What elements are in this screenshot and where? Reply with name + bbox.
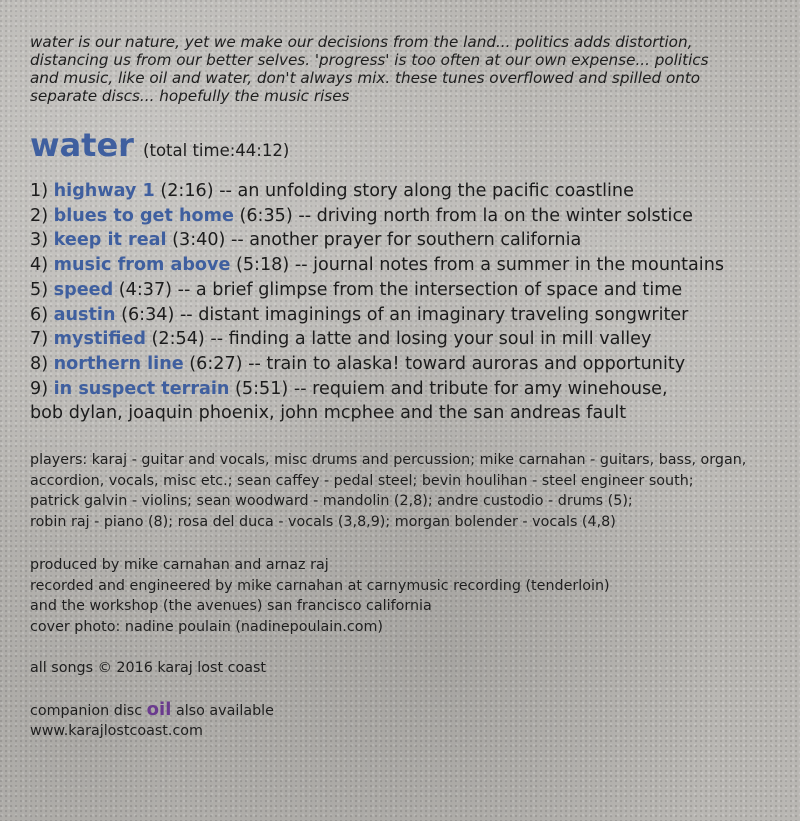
- credits-line-4: cover photo: nadine poulain (nadinepoulain.com): [30, 618, 383, 635]
- track-item-6: 6) austin (6:34) -- distant imaginings of an imaginary traveling songwriter: [30, 304, 689, 325]
- track-item-8: 8) northern line (6:27) -- train to alaska! toward auroras and opportunity: [30, 353, 686, 374]
- track-title: blues to get home: [53, 205, 234, 226]
- track-time: (2:16): [160, 181, 214, 201]
- album-title: water: [30, 126, 134, 164]
- intro-paragraph: [30, 33, 790, 105]
- players-credits: [30, 450, 790, 532]
- track-item-3: 3) keep it real (3:40) -- another prayer for southern california: [30, 230, 582, 251]
- track-description: -- requiem and tribute for amy winehouse,: [293, 378, 668, 399]
- companion-suffix: also available: [175, 702, 274, 719]
- track-item-7: 7) mystified (2:54) -- finding a latte and losing your soul in mill valley: [30, 329, 652, 350]
- track-description: -- a brief glimpse from the intersection of space and time: [177, 279, 683, 300]
- players-line-3: patrick galvin - violins; sean woodward - mandolin (2,8); andre custodio - drums (5);: [30, 493, 633, 510]
- players-line-1: players: karaj - guitar and vocals, misc drums and percussion; mike carnahan - guitars, bass, organ,: [30, 452, 747, 469]
- companion-disc-title: oil: [146, 698, 172, 720]
- companion-prefix: companion disc: [30, 702, 143, 719]
- track-item-9-continued: [30, 401, 790, 426]
- track-time: (6:27): [189, 353, 243, 374]
- intro-line-4: separate discs... hopefully the music rises: [30, 87, 350, 105]
- credits-line-3: and the workshop (the avenues) san francisco california: [30, 598, 432, 615]
- track-title: austin: [53, 304, 116, 325]
- track-time: (5:51): [235, 378, 289, 399]
- track-list: [30, 179, 790, 426]
- companion-line: [30, 700, 790, 722]
- track-title: music from above: [53, 255, 231, 276]
- credits-line-2: recorded and engineered by mike carnahan at carnymusic recording (tenderloin): [30, 577, 610, 594]
- track-description: -- driving north from la on the winter solstice: [298, 205, 693, 226]
- track-item-5: 5) speed (4:37) -- a brief glimpse from the intersection of space and time: [30, 279, 683, 300]
- track-title: keep it real: [53, 230, 167, 251]
- production-credits: [30, 555, 790, 637]
- track-item-1: 1) highway 1 (2:16) -- an unfolding story along the pacific coastline: [30, 181, 634, 201]
- track-time: (6:35): [239, 205, 293, 226]
- track-description: -- journal notes from a summer in the mountains: [294, 255, 725, 276]
- track-title: speed: [53, 279, 114, 300]
- players-line-4: robin raj - piano (8); rosa del duca - vocals (3,8,9); morgan bolender - vocals (4,8): [30, 513, 616, 530]
- intro-line-1: water is our nature, yet we make our decisions from the land... politics adds distortion,: [30, 33, 693, 51]
- track-time: (4:37): [118, 279, 173, 300]
- track-description: -- another prayer for southern california: [230, 230, 582, 251]
- track-item-4: 4) music from above (5:18) -- journal notes from a summer in the mountains: [30, 255, 725, 276]
- album-heading: [30, 123, 790, 167]
- track-description: -- an unfolding story along the pacific coastline: [219, 181, 634, 201]
- website-url: www.karajlostcoast.com: [30, 723, 203, 740]
- track-time: (5:18): [236, 255, 290, 276]
- track-item-9: 9) in suspect terrain (5:51) -- requiem and tribute for amy winehouse,: [30, 378, 668, 399]
- track-description: -- finding a latte and losing your soul in mill valley: [210, 329, 652, 350]
- companion-disc-notice: [30, 700, 790, 742]
- track-time: (3:40): [172, 230, 226, 251]
- track-time: (2:54): [151, 329, 205, 350]
- players-line-2: accordion, vocals, misc etc.; sean caffey - pedal steel; bevin houlihan - steel engineer south;: [30, 472, 694, 489]
- track-description-continued: bob dylan, joaquin phoenix, john mcphee and the san andreas fault: [30, 403, 627, 424]
- track-title: in suspect terrain: [53, 378, 230, 399]
- intro-line-3: and music, like oil and water, don't always mix. these tunes overflowed and spilled onto: [30, 69, 701, 87]
- intro-line-2: distancing us from our better selves. 'progress' is too often at our own expense... politics: [30, 51, 709, 69]
- album-total-time: (total time:44:12): [143, 141, 290, 160]
- track-description: -- distant imaginings of an imaginary traveling songwriter: [179, 304, 689, 325]
- credits-line-1: produced by mike carnahan and arnaz raj: [30, 557, 329, 574]
- track-item-2: 2) blues to get home (6:35) -- driving north from la on the winter solstice: [30, 205, 693, 226]
- copyright-notice: all songs © 2016 karaj lost coast: [30, 660, 267, 677]
- track-title: northern line: [53, 353, 184, 374]
- track-description: -- train to alaska! toward auroras and opportunity: [248, 353, 686, 374]
- track-title: highway 1: [53, 181, 155, 201]
- track-time: (6:34): [121, 304, 175, 325]
- track-title: mystified: [53, 329, 146, 350]
